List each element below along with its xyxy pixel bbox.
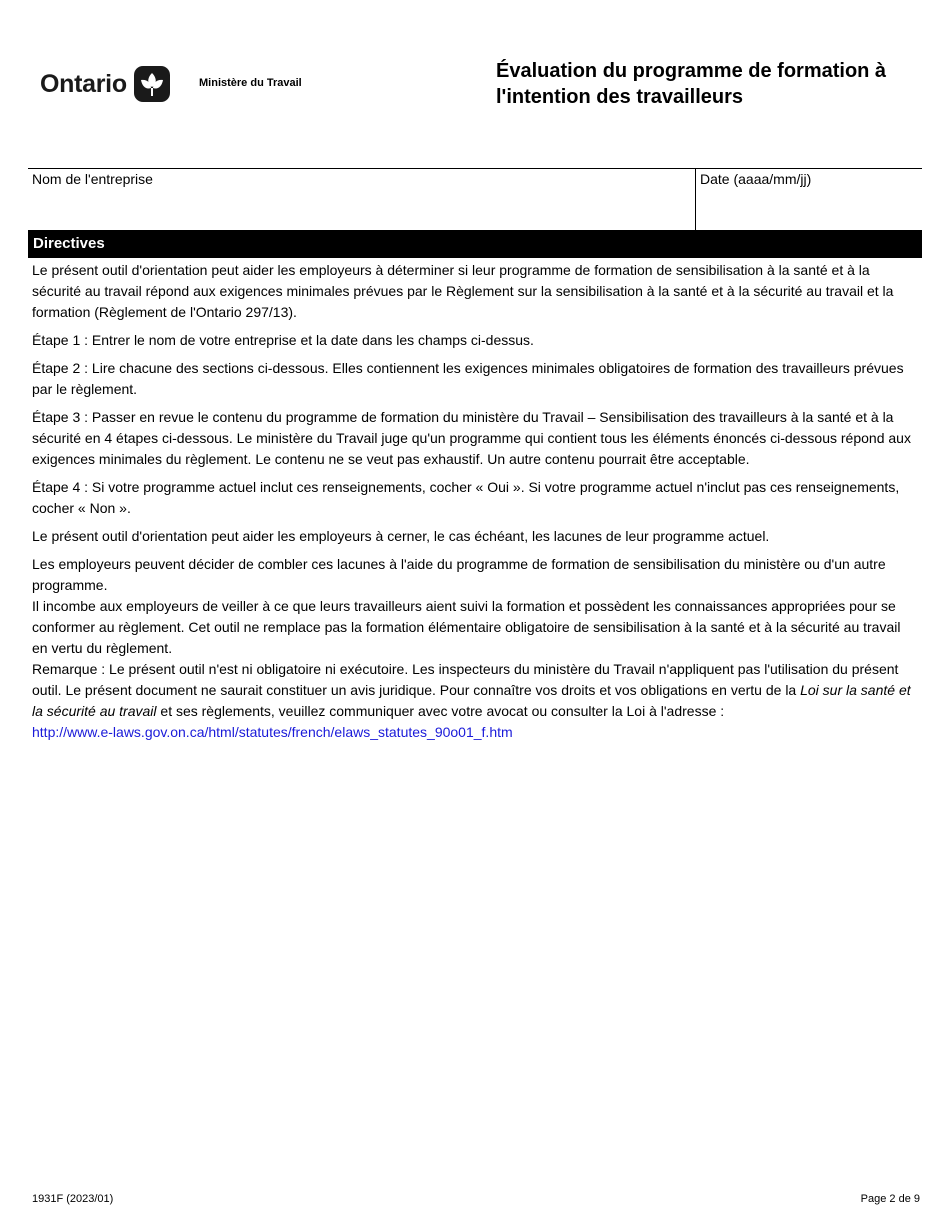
date-label: Date (aaaa/mm/jj) xyxy=(700,171,812,187)
directives-content xyxy=(32,260,912,743)
e-laws-link[interactable]: http://www.e-laws.gov.on.ca/html/statutes/french/elaws_statutes_90o01_f.htm xyxy=(32,724,513,740)
fill-gaps-paragraph: Les employeurs peuvent décider de combler ces lacunes à l'aide du programme de formation de sensibilisation du ministère ou d'un autre programme. xyxy=(32,556,886,593)
step-4: Étape 4 : Si votre programme actuel inclut ces renseignements, cocher « Oui ». Si votre programme actuel n'inclut pas ces renseignements, cocher « Non ». xyxy=(32,479,900,516)
page-number: Page 2 de 9 xyxy=(860,1193,920,1205)
note-prefix: Remarque : Le présent outil n'est ni obligatoire ni exécutoire. Les inspecteurs du ministère du Travail n'appliquent pas l'utilisation du présent outil. Le présent document ne saurait constituer un avis juridique. Pour connaître vos droits et vos obligations en vertu de la xyxy=(32,661,899,698)
company-field xyxy=(28,169,695,231)
ministry-name: Ministère du Travail xyxy=(199,77,302,89)
page-title: Évaluation du programme de formation à l'intention des travailleurs xyxy=(496,60,887,108)
law-name: Loi sur la santé et la sécurité au travail xyxy=(32,682,911,719)
company-label: Nom de l'entreprise xyxy=(32,171,153,187)
section-heading: Directives xyxy=(28,230,922,258)
step-1: Étape 1 : Entrer le nom de votre entreprise et la date dans les champs ci-dessus. xyxy=(32,332,534,348)
logo-wordmark: Ontario xyxy=(40,69,127,98)
intro-paragraph: Le présent outil d'orientation peut aider les employeurs à déterminer si leur programme de formation de sensibilisation à la santé et à la sécurité au travail répond aux exigences minimales prévues par le Règlement sur la sensibilisation à la santé et à la sécurité au travail et la formation (Règlement de l'Ontario 297/13). xyxy=(32,262,894,320)
note-paragraph xyxy=(32,659,912,722)
date-field xyxy=(695,169,923,231)
note-suffix: et ses règlements, veuillez communiquer avec votre avocat ou consulter la Loi à l'adresse : xyxy=(156,703,725,719)
responsibility-paragraph: Il incombe aux employeurs de veiller à ce que leurs travailleurs aient suivi la formation et possèdent les connaissances appropriées pour se conformer au règlement. Cet outil ne remplace pas la formation élémentaire obligatoire de sensibilisation à la santé et à la sécurité au travail en vertu du règlement. xyxy=(32,598,901,656)
date-input[interactable] xyxy=(700,193,919,225)
step-2: Étape 2 : Lire chacune des sections ci-dessous. Elles contiennent les exigences minimales obligatoires de formation des travailleurs prévues par le règlement. xyxy=(32,360,904,397)
form-number: 1931F (2023/01) xyxy=(32,1193,114,1205)
step-3: Étape 3 : Passer en revue le contenu du programme de formation du ministère du Travail – Sensibilisation des travailleurs à la santé et à la sécurité en 4 étapes ci-dessous. Le ministère du Travail juge qu'un programme qui contient tous les éléments énoncés ci-dessous répond aux exigences minimales du règlement. Le contenu ne se veut pas exhaustif. Un autre contenu pourrait être acceptable. xyxy=(32,409,911,467)
company-input[interactable] xyxy=(32,193,691,225)
ontario-logo xyxy=(40,66,170,102)
gaps-paragraph: Le présent outil d'orientation peut aider les employeurs à cerner, le cas échéant, les lacunes de leur programme actuel. xyxy=(32,528,770,544)
trillium-icon xyxy=(134,66,170,102)
company-date-fields xyxy=(28,168,922,231)
